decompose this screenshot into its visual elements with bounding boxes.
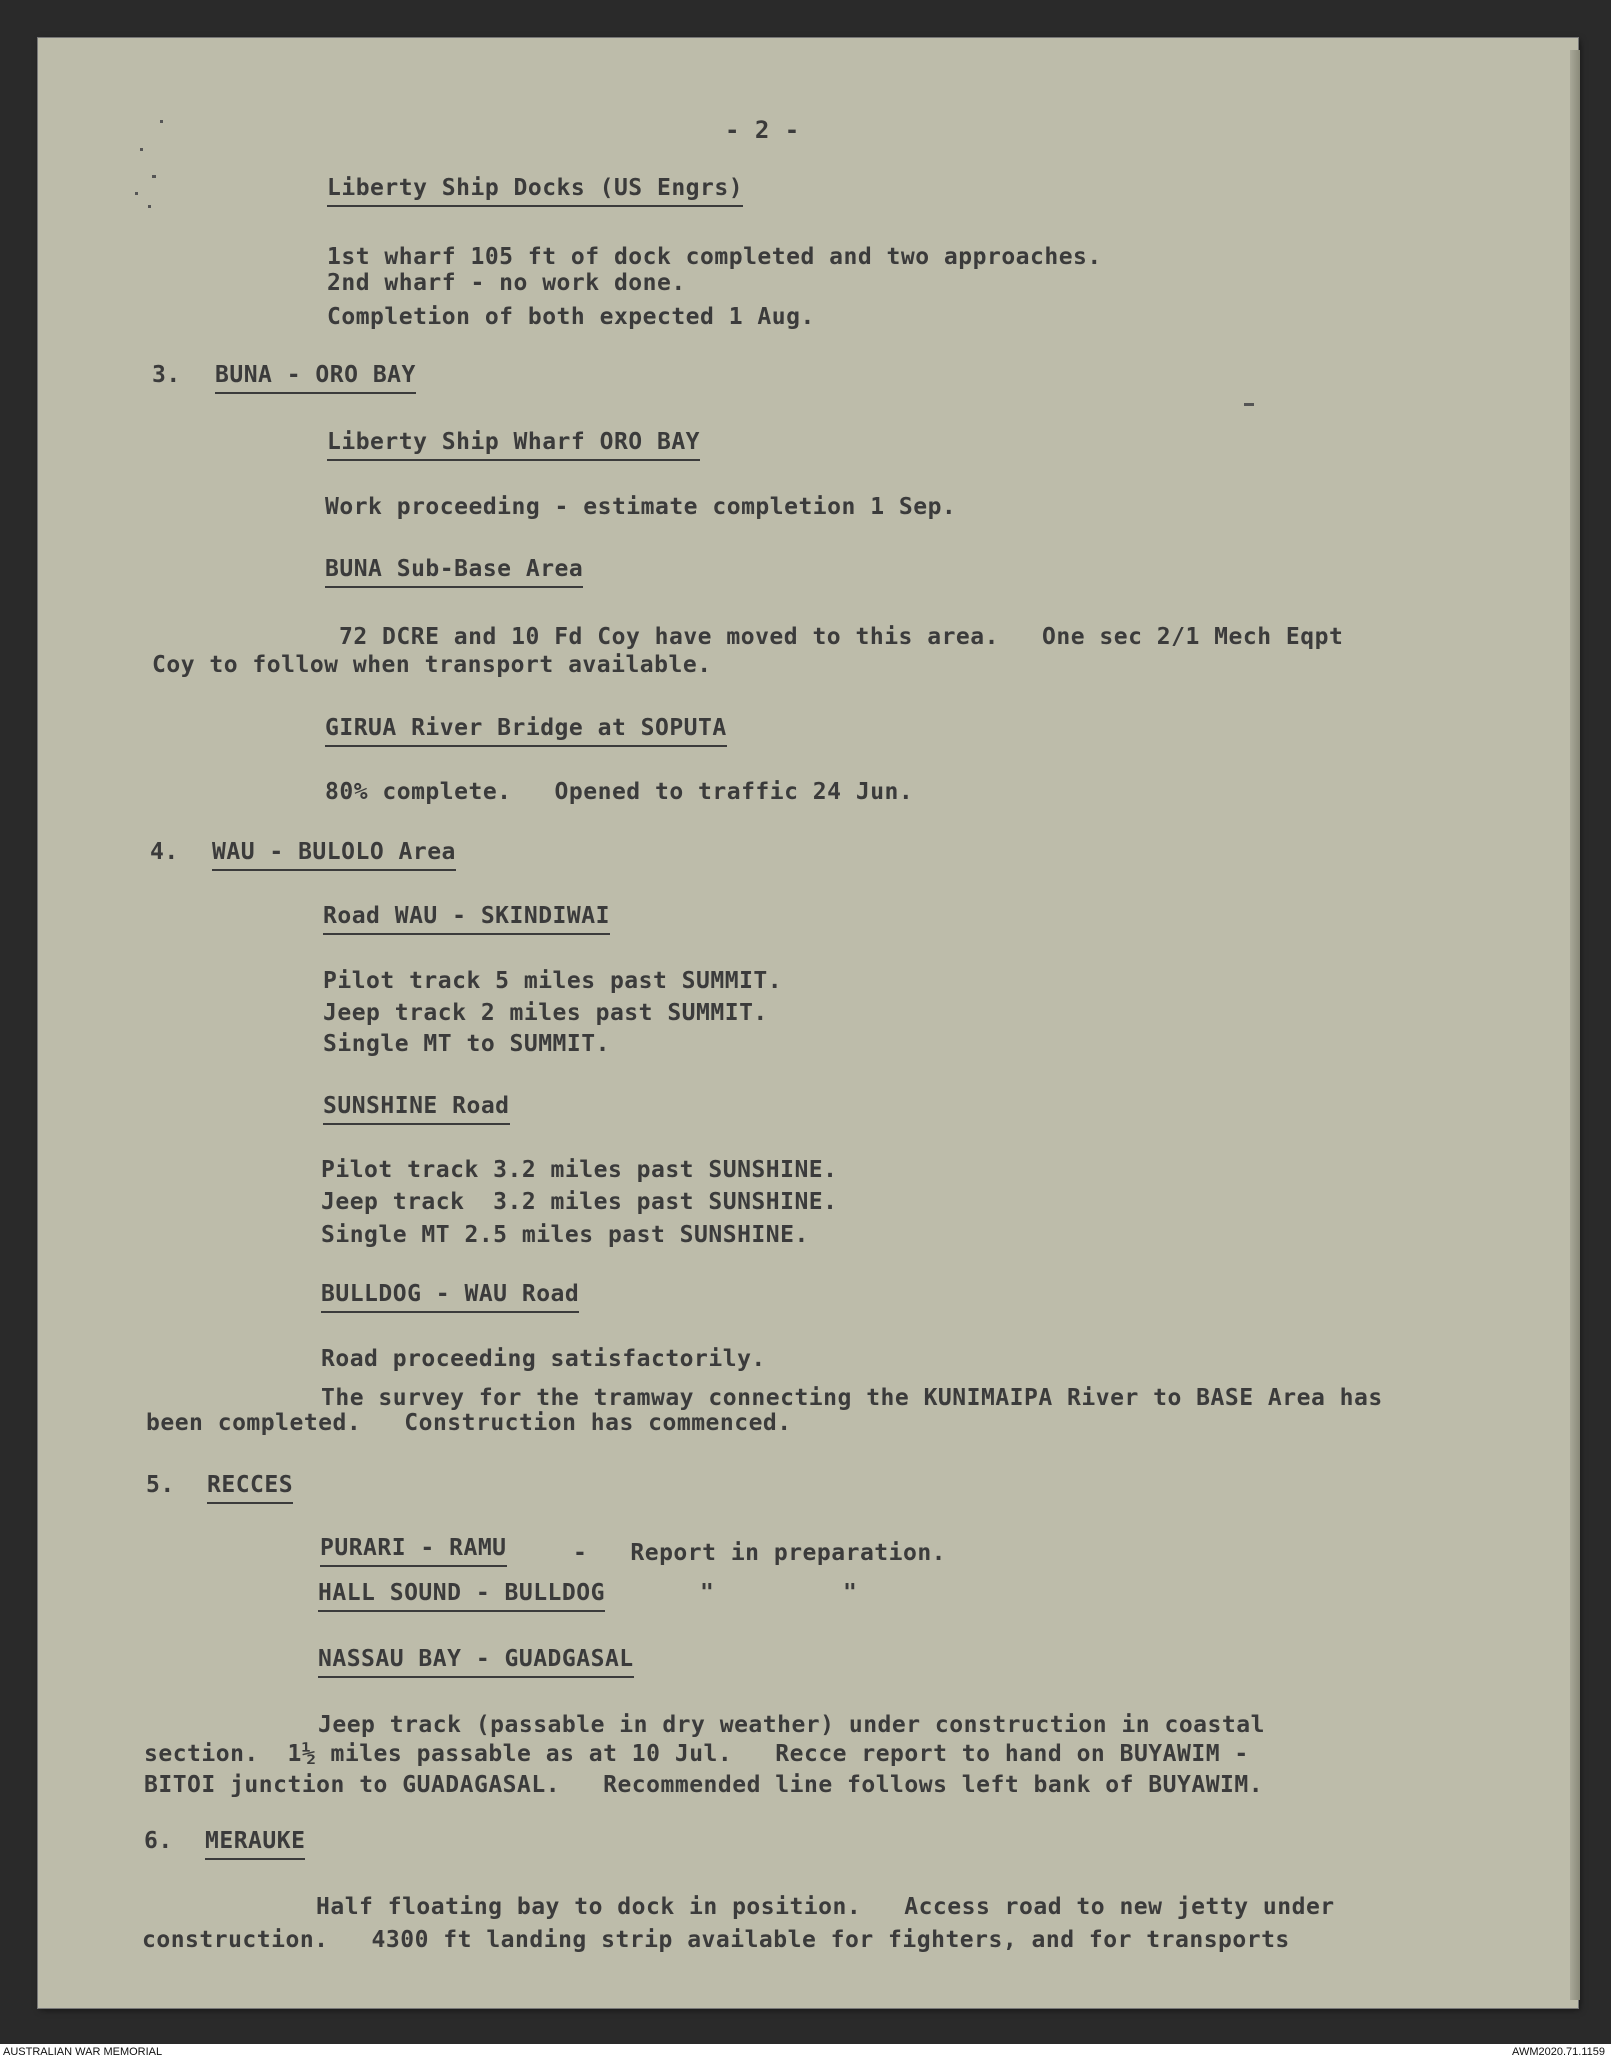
subheading: Liberty Ship Wharf ORO BAY [327,427,700,461]
section-number: 4. [150,839,179,865]
archive-footer [0,2044,1611,2061]
ditto-mark: " [843,1580,858,1606]
text-line: Jeep track 3.2 miles past SUNSHINE. [321,1189,838,1215]
section-number: 6. [144,1828,173,1854]
subheading: SUNSHINE Road [323,1091,510,1125]
paper-speck [160,120,163,123]
page-number: - 2 - [725,116,800,144]
text-line: 1st wharf 105 ft of dock completed and two approaches. [327,244,1102,270]
text-line: been completed. Construction has commenced. [146,1410,792,1436]
paper-speck [152,175,156,178]
section-title: RECCES [207,1470,293,1504]
paper-speck [135,192,138,195]
subheading: Road WAU - SKINDIWAI [323,901,610,935]
text-line: BITOI junction to GUADAGASAL. Recommended line follows left bank of BUYAWIM. [144,1772,1264,1798]
section-title: MERAUKE [205,1826,305,1860]
text-line: Half floating bay to dock in position. Access road to new jetty under [316,1894,1335,1920]
text-line: Pilot track 3.2 miles past SUNSHINE. [321,1157,838,1183]
text-line: Coy to follow when transport available. [152,652,712,678]
section-number: 5. [146,1472,175,1498]
text-line: Completion of both expected 1 Aug. [327,304,815,330]
subheading: HALL SOUND - BULLDOG [318,1578,605,1612]
text-line: 2nd wharf - no work done. [327,270,686,296]
text-line: section. 1½ miles passable as at 10 Jul. Recce report to hand on BUYAWIM - [144,1741,1249,1767]
section-title: BUNA - ORO BAY [215,360,416,394]
subheading: BUNA Sub-Base Area [325,554,583,588]
paper-speck [148,205,151,208]
text-line: Road proceeding satisfactorily. [321,1346,766,1372]
paper-speck [1244,403,1254,406]
footer-institution: AUSTRALIAN WAR MEMORIAL [3,2046,163,2058]
text-line: Jeep track (passable in dry weather) under construction in coastal [318,1712,1265,1738]
section-title: WAU - BULOLO Area [212,837,456,871]
subheading: BULLDOG - WAU Road [321,1279,579,1313]
text-line: Pilot track 5 miles past SUMMIT. [323,968,783,994]
subheading: GIRUA River Bridge at SOPUTA [325,713,727,747]
subheading: NASSAU BAY - GUADGASAL [318,1644,634,1678]
text-line: - Report in preparation. [573,1540,947,1566]
subheading: PURARI - RAMU [320,1533,507,1567]
page-edge [1570,50,1580,2000]
text-line: Single MT 2.5 miles past SUNSHINE. [321,1222,809,1248]
text-line: Work proceeding - estimate completion 1 Sep. [325,494,957,520]
section-number: 3. [152,362,181,388]
footer-accession: AWM2020.71.1159 [1512,2046,1605,2058]
text-line: The survey for the tramway connecting the KUNIMAIPA River to BASE Area has [321,1385,1383,1411]
text-line: 80% complete. Opened to traffic 24 Jun. [325,779,914,805]
text-line: 72 DCRE and 10 Fd Coy have moved to this area. One sec 2/1 Mech Eqpt [339,624,1344,650]
text-line: Jeep track 2 miles past SUMMIT. [323,1000,768,1026]
heading-liberty-ship-docks: Liberty Ship Docks (US Engrs) [327,173,743,207]
text-line: construction. 4300 ft landing strip available for fighters, and for transports [142,1927,1290,1953]
text-line: Single MT to SUMMIT. [323,1031,610,1057]
ditto-mark: " [700,1580,715,1606]
paper-speck [140,148,143,151]
